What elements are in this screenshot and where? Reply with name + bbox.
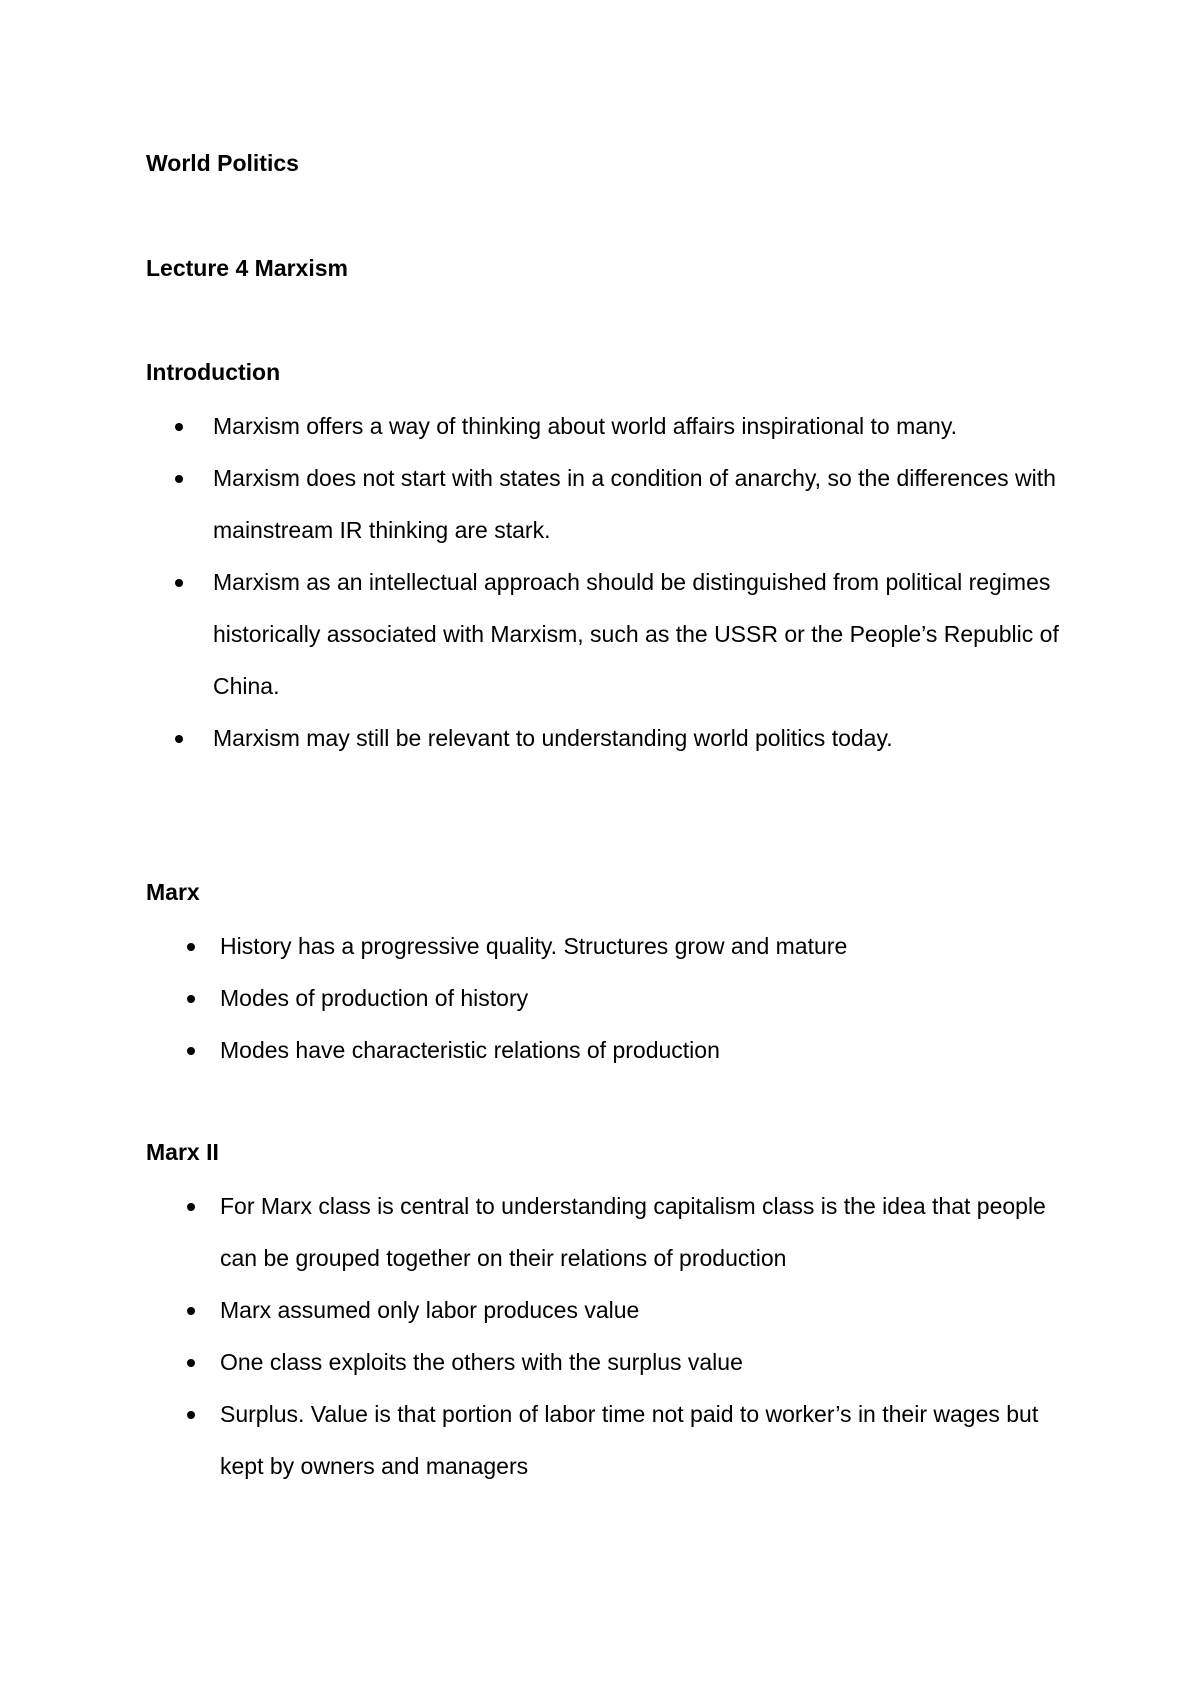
list-item-text: Marx assumed only labor produces value [220,1297,640,1323]
list-item-text: Marxism as an intellectual approach should be distinguished from political regimes historically associated with Marxism, such as the USSR or the People’s Republic of China. [213,569,1059,699]
list-item [213,400,1073,452]
bullet-icon [187,995,195,1003]
bullet-icon [175,579,183,587]
section-heading-marx-ii: Marx II [146,1139,219,1165]
list-item [220,972,1080,1024]
lecture-title: Lecture 4 Marxism [146,255,348,281]
list-item [220,1388,1080,1492]
bullet-icon [187,1411,195,1419]
bullet-icon [175,735,183,743]
list-item [220,1180,1080,1284]
introduction-list [213,400,1073,764]
bullet-icon [187,1203,195,1211]
bullet-icon [187,1047,195,1055]
bullet-icon [175,423,183,431]
list-item [213,452,1073,556]
list-item [220,1024,1080,1076]
bullet-icon [187,1307,195,1315]
list-item-text: Surplus. Value is that portion of labor time not paid to worker’s in their wages but kept by owners and managers [220,1401,1039,1479]
list-item-text: Marxism does not start with states in a condition of anarchy, so the differences with mainstream IR thinking are stark. [213,465,1056,543]
list-item [213,712,1073,764]
marx-ii-list [220,1180,1080,1492]
list-item-text: History has a progressive quality. Structures grow and mature [220,933,848,959]
list-item-text: Marxism may still be relevant to understanding world politics today. [213,725,893,751]
list-item-text: For Marx class is central to understanding capitalism class is the idea that people can be grouped together on their relations of production [220,1193,1046,1271]
bullet-icon [175,475,183,483]
list-item [213,556,1073,712]
list-item-text: One class exploits the others with the surplus value [220,1349,743,1375]
marx-list [220,920,1080,1076]
list-item [220,1336,1080,1388]
document-title: World Politics [146,150,299,176]
bullet-icon [187,943,195,951]
bullet-icon [187,1359,195,1367]
list-item [220,1284,1080,1336]
list-item-text: Marxism offers a way of thinking about world affairs inspirational to many. [213,413,958,439]
section-heading-introduction: Introduction [146,359,281,385]
section-heading-marx: Marx [146,879,200,905]
list-item [220,920,1080,972]
list-item-text: Modes have characteristic relations of production [220,1037,720,1063]
list-item-text: Modes of production of history [220,985,529,1011]
